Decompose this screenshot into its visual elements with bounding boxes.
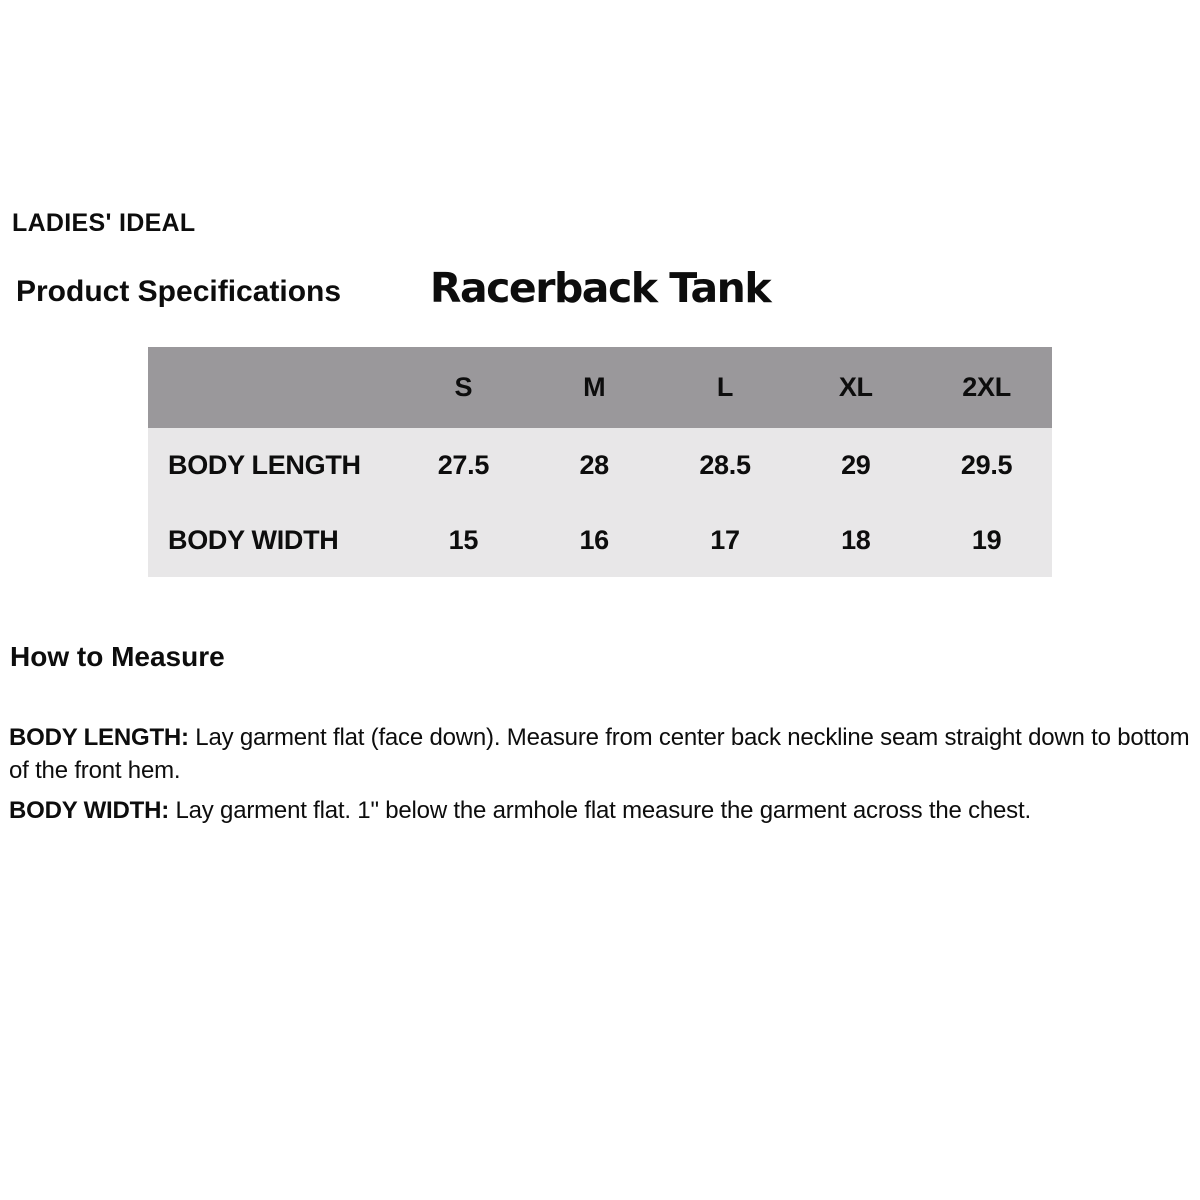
size-column-header-2xl: 2XL	[962, 372, 1011, 402]
table-cell: 19	[971, 524, 1002, 555]
brand-name: LADIES' IDEAL	[12, 209, 196, 237]
table-cell: 27.5	[437, 450, 490, 480]
table-cell: 28	[579, 450, 609, 480]
table-row-body-length	[148, 428, 1052, 503]
product-title: Racerback Tank	[429, 264, 771, 312]
table-cell: 15	[448, 524, 479, 555]
table-row-body-width	[148, 503, 1052, 577]
size-column-header-s: S	[454, 372, 473, 402]
size-table-header-row	[148, 347, 1052, 428]
table-cell: 29.5	[960, 450, 1013, 480]
table-cell: 29	[841, 450, 871, 480]
measure-description: Lay garment flat. 1" below the armhole flat measure the garment across the chest.	[169, 797, 1031, 824]
size-column-header-xl: XL	[838, 372, 873, 402]
how-to-measure-heading: How to Measure	[10, 641, 225, 672]
size-column-header-m: M	[583, 372, 606, 402]
row-label: BODY LENGTH	[168, 450, 361, 480]
measure-term: BODY WIDTH:	[9, 797, 170, 824]
measure-description: Lay garment flat (face down). Measure from center back neckline seam straight down to bottom of the front hem.	[9, 724, 1190, 784]
section-label: Product Specifications	[16, 275, 342, 308]
size-column-header-l: L	[716, 372, 734, 402]
measure-item-body-length	[9, 721, 1195, 787]
how-to-measure-list	[9, 721, 1195, 834]
table-cell: 28.5	[699, 450, 751, 480]
table-cell: 18	[841, 524, 871, 555]
measure-item-body-width	[9, 794, 1195, 827]
size-table-corner-cell	[148, 347, 398, 428]
table-cell: 16	[579, 524, 609, 555]
table-cell: 17	[710, 524, 740, 555]
row-label: BODY WIDTH	[168, 524, 339, 555]
size-chart-table	[148, 347, 1052, 577]
measure-term: BODY LENGTH:	[9, 724, 189, 751]
